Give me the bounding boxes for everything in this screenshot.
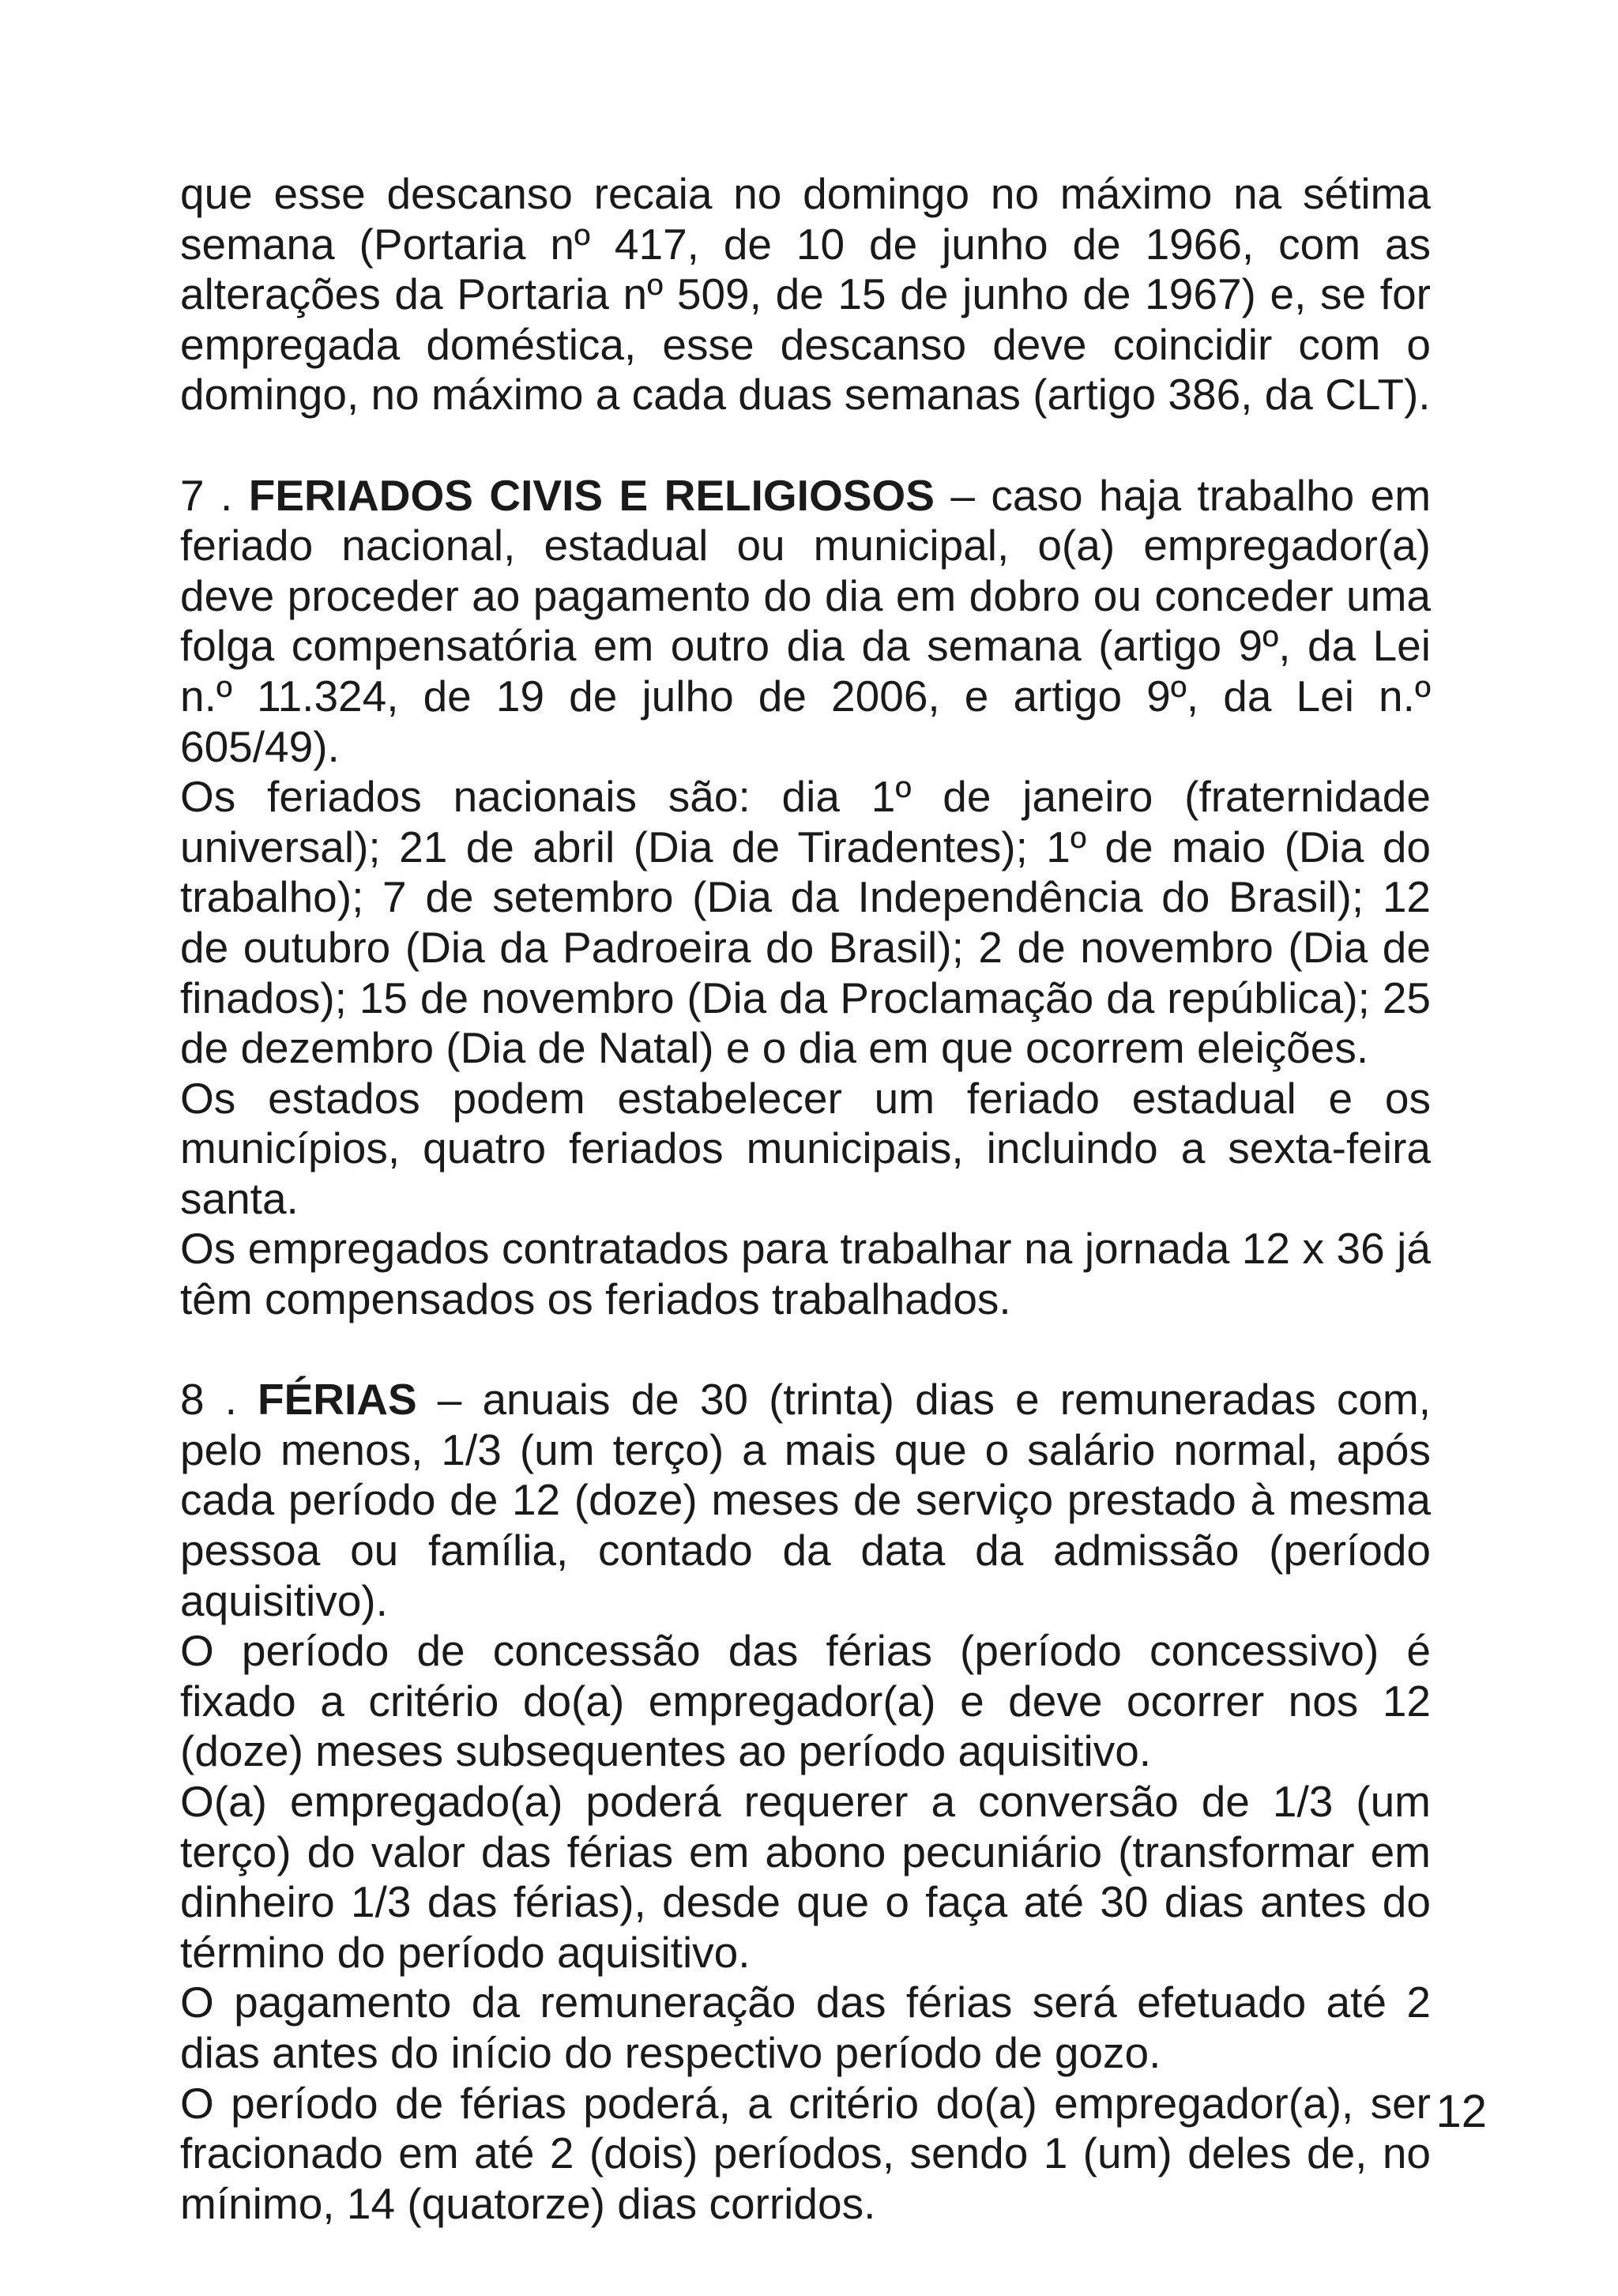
section-8-number: 8 . xyxy=(180,1375,237,1425)
section-8-paragraph: O período de concessão das férias (período concessivo) é fixado a critério do(a) empregador(a) e deve ocorrer nos 12 (doze) meses subsequentes ao período aquisitivo. xyxy=(180,1626,1431,1776)
section-7-paragraph: Os feriados nacionais são: dia 1º de janeiro (fraternidade universal); 21 de abril (Dia de Tiradentes); 1º de maio (Dia do trabalho); 7 de setembro (Dia da Independência do Brasil); 12 de outubro (Dia da Padroeira do Brasil); 2 de novembro (Dia de finados); 15 de novembro (Dia da Proclamação da república); 25 de dezembro (Dia de Natal) e o dia em que ocorrem eleições. xyxy=(180,772,1431,1073)
section-spacer xyxy=(180,1325,1431,1376)
section-8-lead-text: – anuais de 30 (trinta) dias e remuneradas com, pelo menos, 1/3 (um terço) a mais que o salário normal, após cada período de 12 (doze) meses de serviço prestado à mesma pessoa ou família, contado da data da admissão (período aquisitivo). xyxy=(180,1375,1432,1625)
section-ferias xyxy=(180,1375,1431,2229)
section-spacer xyxy=(180,420,1431,471)
section-8-paragraph: O período de férias poderá, a critério do(a) empregador(a), ser fracionado em até 2 (dois) períodos, sendo 1 (um) deles de, no mínimo, 14 (quatorze) dias corridos. xyxy=(180,2078,1431,2228)
section-8-paragraph: O(a) empregado(a) poderá requerer a conversão de 1/3 (um terço) do valor das férias em abono pecuniário (transformar em dinheiro 1/3 das férias), desde que o faça até 30 dias antes do término do período aquisitivo. xyxy=(180,1777,1431,1977)
section-7-heading: FERIADOS CIVIS E RELIGIOSOS xyxy=(248,470,935,520)
section-8-heading: FÉRIAS xyxy=(258,1375,417,1425)
section-7-lead-text: – caso haja trabalho em feriado nacional, estadual ou municipal, o(a) empregador(a) deve proceder ao pagamento do dia em dobro ou conceder uma folga compensatória em outro dia da semana (artigo 9º, da Lei n.º 11.324, de 19 de julho de 2006, e artigo 9º, da Lei n.º 605/49). xyxy=(180,470,1432,771)
document-page xyxy=(180,169,1431,2229)
section-7-paragraph: Os empregados contratados para trabalhar na jornada 12 x 36 já têm compensados os feriados trabalhados. xyxy=(180,1224,1431,1324)
section-7-paragraph: Os estados podem estabelecer um feriado estadual e os municípios, quatro feriados municipais, incluindo a sexta-feira santa. xyxy=(180,1073,1431,1223)
section-8-lead-paragraph xyxy=(180,1375,1431,1626)
page-number: 12 xyxy=(1436,2086,1487,2137)
section-7-lead-paragraph xyxy=(180,471,1431,773)
section-7-number: 7 . xyxy=(180,470,233,520)
intro-paragraph: que esse descanso recaia no domingo no máximo na sétima semana (Portaria nº 417, de 10 de junho de 1966, com as alterações da Portaria nº 509, de 15 de junho de 1967) e, se for empregada doméstica, esse descanso deve coincidir com o domingo, no máximo a cada duas semanas (artigo 386, da CLT). xyxy=(180,169,1431,420)
section-feriados xyxy=(180,471,1431,1325)
section-8-paragraph: O pagamento da remuneração das férias será efetuado até 2 dias antes do início do respectivo período de gozo. xyxy=(180,1978,1431,2077)
